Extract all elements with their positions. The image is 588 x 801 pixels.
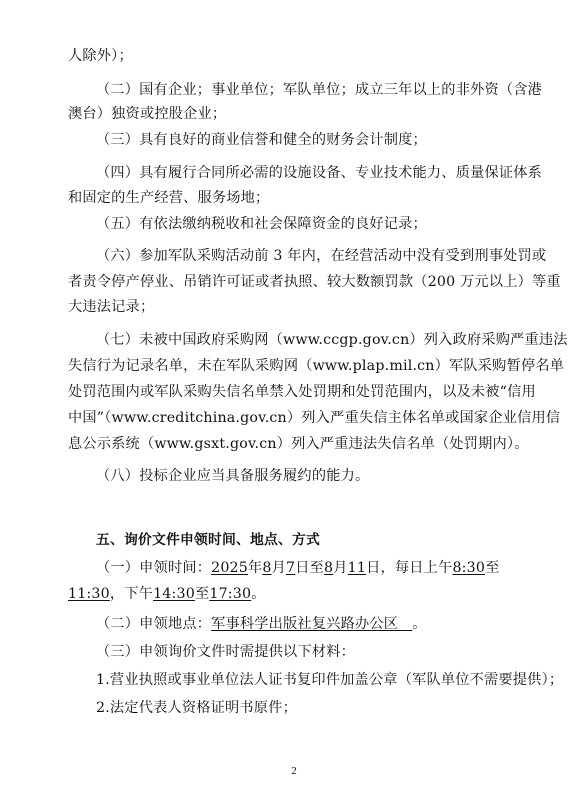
time-prefix: （一）申领时间：	[96, 560, 212, 576]
application-time-line	[96, 558, 538, 578]
start-month-value: 8	[262, 560, 272, 576]
to2-text: 至	[194, 586, 210, 602]
application-time-line-2	[68, 584, 538, 604]
text-line: 澳台）独资或控股企业；	[68, 106, 227, 122]
pm-end-value: 17:30	[209, 586, 252, 602]
text-line: （三）具有良好的商业信誉和健全的财务会计制度；	[96, 132, 427, 148]
year-unit: 年	[248, 560, 263, 576]
period: 。	[251, 586, 266, 602]
text-line: （四）具有履行合同所必需的设施设备、专业技术能力、质量保证体系	[96, 165, 543, 181]
text-line: （五）有依法缴纳税收和社会保障资金的良好记录；	[96, 216, 427, 232]
materials-heading: （三）申领询价文件时需提供以下材料：	[96, 644, 355, 660]
month-unit: 月	[333, 560, 348, 576]
start-day-value: 7	[286, 560, 296, 576]
day-unit: 日，每日上午	[366, 560, 453, 576]
section-heading: 五、询价文件申领时间、地点、方式	[96, 532, 320, 548]
text-line: 处罚范围内或军队采购失信名单禁入处罚期和处罚范围内，以及未被“信用	[68, 384, 536, 400]
month-unit: 月	[271, 560, 287, 576]
materials-item: 1.营业执照或事业单位法人证书复印件加盖公章（军队单位不需要提供）；	[96, 672, 564, 688]
to2-text: 至	[485, 560, 500, 576]
application-place-line	[96, 614, 538, 634]
pm-label: ，下午	[109, 586, 154, 602]
place-value: 军事科学出版社复兴路办公区	[211, 616, 413, 632]
am-end-value: 11:30	[68, 586, 110, 602]
text-line: （七）未被中国政府采购网（www.ccgp.gov.cn）列入政府采购严重违法	[96, 332, 568, 348]
text-line: （二）国有企业；事业单位；军队单位；成立三年以上的非外资（含港	[96, 82, 543, 98]
text-line: 人除外）；	[68, 48, 133, 64]
text-line: 失信行为记录名单，未在军队采购网（www.plap.mil.cn）军队采购暂停名单	[68, 358, 565, 374]
pm-start-value: 14:30	[153, 586, 195, 602]
end-month-value: 8	[324, 560, 334, 576]
text-line: 中国”（www.creditchina.gov.cn）列入严重失信主体名单或国家企业信用信	[68, 410, 561, 426]
text-line: 者责令停产停业、吊销许可证或者执照、较大数额罚款（200 万元以上）等重	[68, 274, 561, 290]
period: 。	[412, 616, 427, 632]
text-line: 大违法记录；	[68, 299, 155, 315]
to-text: 日至	[295, 560, 325, 576]
text-line: 和固定的生产经营、服务场地；	[68, 190, 270, 206]
materials-item: 2.法定代表人资格证明书原件；	[96, 700, 297, 716]
text-line: （八）投标企业应当具备服务履约的能力。	[96, 468, 370, 484]
am-start-value: 8:30	[452, 560, 486, 576]
text-line: 息公示系统（www.gsxt.gov.cn）列入严重违法失信名单（处罚期内）。	[68, 436, 529, 452]
year-value: 2025	[211, 560, 249, 576]
end-day-value: 11	[347, 560, 367, 576]
page-number: 2	[291, 765, 297, 777]
text-line: （六）参加军队采购活动前 3 年内，在经营活动中没有受到刑事处罚或	[96, 248, 547, 264]
place-prefix: （二）申领地点：	[96, 616, 212, 632]
